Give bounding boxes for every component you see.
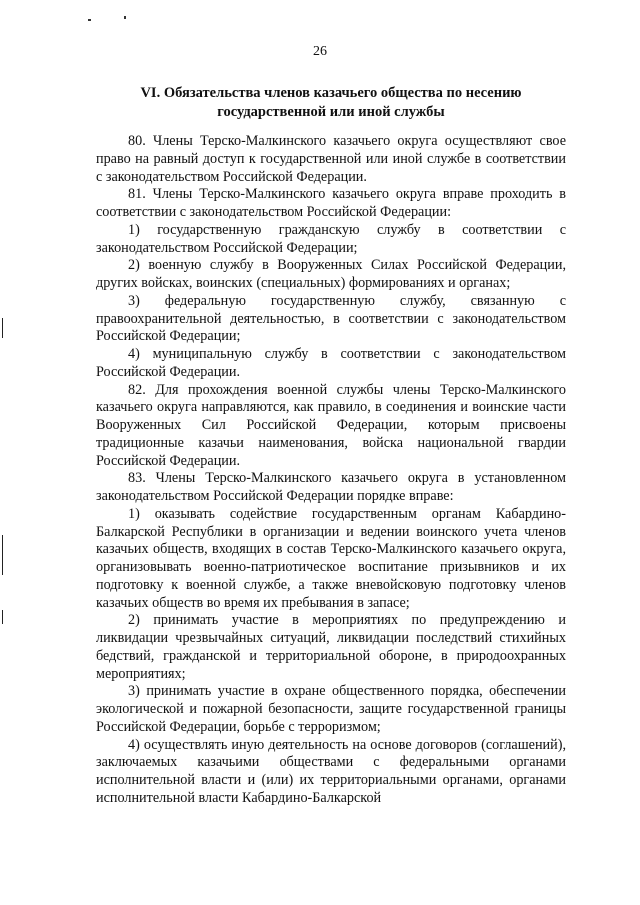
list-item-81-3: 3) федеральную государственную службу, связанную с правоохранительной деятельностью, в соответствии с законодательством Российской Федерации;	[96, 292, 566, 345]
paragraph-83: 83. Члены Терско-Малкинского казачьего округа в установленном законодательством Российской Федерации порядке вправе:	[96, 470, 566, 504]
scan-edge-mark	[2, 535, 3, 575]
list-item-81-4: 4) муниципальную службу в соответствии с законодательством Российской Федерации.	[96, 346, 566, 380]
paragraph-82: 82. Для прохождения военной службы члены Терско-Малкинского казачьего округа направляются, как правило, в соединения и воинские части Вооруженных Сил Российской Федерации, которым присвоены традиционные казачьи наименования, войска национальной гвардии Российской Федерации.	[96, 381, 566, 469]
list-item-81-2: 2) военную службу в Вооруженных Силах Российской Федерации, других войсках, воинских (специальных) формированиях и органах;	[96, 257, 566, 291]
list-item-83-4: 4) осуществлять иную деятельность на основе договоров (соглашений), заключаемых казачьими обществами с федеральными органами исполнительной власти и (или) их территориальными органами, органами исполнительной власти Кабардино-Балкарской	[96, 736, 566, 806]
list-item-83-2: 2) принимать участие в мероприятиях по предупреждению и ликвидации чрезвычайных ситуаций, ликвидации последствий стихийных бедствий, гражданской и территориальной обороне, в природоохранных мероприятиях;	[96, 612, 566, 682]
paragraph-81: 81. Члены Терско-Малкинского казачьего округа вправе проходить в соответствии с законодательством Российской Федерации:	[96, 186, 566, 220]
scan-edge-mark	[2, 610, 3, 624]
list-item-83-3: 3) принимать участие в охране общественного порядка, обеспечении экологической и пожарной безопасности, защите государственной границы Российской Федерации, борьбе с терроризмом;	[96, 683, 566, 735]
page-number: 26	[313, 44, 327, 59]
list-item-83-1: 1) оказывать содействие государственным органам Кабардино-Балкарской Республики в организации и ведении воинского учета членов казачьих обществ, входящих в состав Терско-Малкинского казачьего округа, организовывать военно-патриотическое воспитание призывников и их подготовку к военной службе, а также вневойсковую подготовку членов казачьих обществ во время их пребывания в запасе;	[96, 505, 566, 611]
section-heading	[96, 84, 566, 122]
scan-edge-mark	[2, 318, 3, 338]
list-item-81-1: 1) государственную гражданскую службу в соответствии с законодательством Российской Федерации;	[96, 221, 566, 256]
section-heading-line: VI. Обязательства членов казачьего общества по несению	[140, 85, 522, 101]
document-body	[96, 133, 566, 808]
paragraph-80: 80. Члены Терско-Малкинского казачьего округа осуществляют свое право на равный доступ к государственной или иной службе в соответствии с законодательством Российской Федерации.	[96, 133, 566, 185]
section-heading-line: государственной или иной службы	[217, 104, 445, 120]
